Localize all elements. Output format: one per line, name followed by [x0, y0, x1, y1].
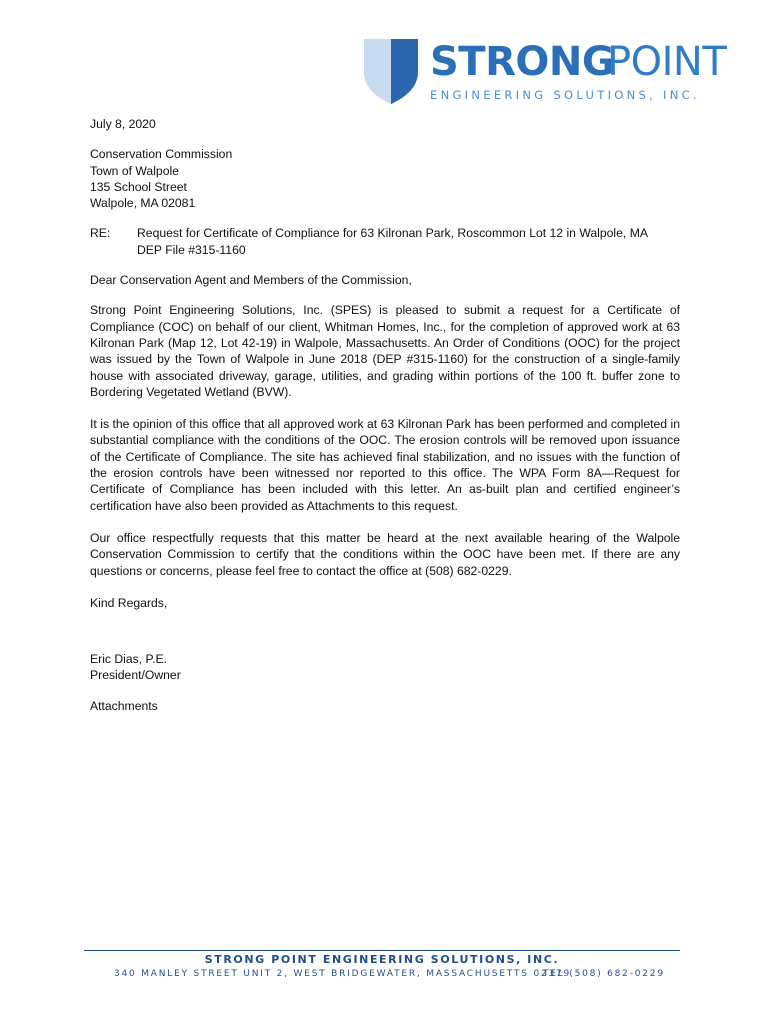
body-paragraph: Strong Point Engineering Solutions, Inc. (SPES) is pleased to submit a request for a Certificate of Compliance (COC) on behalf of our client, Whitman Homes, Inc., for the completion of approved work at 63 Kilronan Park (Map 12, Lot 42-19) in Walpole, Massachusetts. An Order of Conditions (OOC) for the project was issued by the Town of Walpole in June 2018 (DEP #315-1160) for the construction of a single-family house with associated driveway, garage, utilities, and grading within portions of the 100 ft. buffer zone to Bordering Vegetated Wetland (BVW). — [90, 303, 680, 399]
signer-name: Eric Dias, P.E. — [90, 652, 167, 667]
logo-word-point: POINT — [607, 39, 727, 85]
subject-text: Request for Certificate of Compliance for 63 Kilronan Park, Roscommon Lot 12 in Walpole, MA — [137, 226, 648, 241]
closing: Kind Regards, — [90, 595, 168, 610]
signature-block — [90, 651, 680, 684]
footer-divider — [84, 950, 680, 951]
footer-telephone: TEL (508) 682-0229 — [543, 969, 665, 979]
enclosure-note: Attachments — [90, 698, 158, 713]
logo-word-strong: STRONG — [430, 39, 615, 85]
company-logo — [360, 36, 730, 106]
shield-icon — [360, 36, 422, 106]
recipient-line: Walpole, MA 02081 — [90, 196, 196, 211]
body-paragraph: It is the opinion of this office that all approved work at 63 Kilronan Park has been performed and completed in substantial compliance with the conditions of the OOC. The erosion controls will be removed upon issuance of the Certificate of Compliance. The site has achieved final stabilization, and no issues with the function of the erosion controls have been witnessed nor reported to this office. The WPA Form 8A—Request for Certificate of Compliance has been included with this letter. An as-built plan and certified engineer’s certification have also been provided as Attachments to this request. — [90, 417, 680, 513]
letter-body — [90, 116, 680, 714]
subject-label: RE: — [90, 226, 111, 241]
salutation: Dear Conservation Agent and Members of the Commission, — [90, 273, 412, 288]
logo-tagline: ENGINEERING SOLUTIONS, INC. — [430, 88, 700, 102]
subject-file-number: DEP File #315-1160 — [137, 242, 246, 257]
subject-line — [90, 225, 680, 258]
footer-company-name: STRONG POINT ENGINEERING SOLUTIONS, INC. — [204, 953, 560, 966]
footer-address: 340 MANLEY STREET UNIT 2, WEST BRIDGEWATER, MASSACHUSETTS 02379 — [114, 969, 572, 979]
recipient-line: Town of Walpole — [90, 163, 179, 178]
recipient-address — [90, 146, 680, 211]
signer-title: President/Owner — [90, 668, 181, 683]
recipient-line: Conservation Commission — [90, 147, 233, 162]
recipient-line: 135 School Street — [90, 179, 187, 194]
letter-date: July 8, 2020 — [90, 117, 156, 131]
body-paragraph: Our office respectfully requests that this matter be heard at the next available hearing of the Walpole Conservation Commission to certify that the conditions within the OOC have been met. If there are any questions or concerns, please feel free to contact the office at (508) 682-0229. — [90, 530, 680, 578]
